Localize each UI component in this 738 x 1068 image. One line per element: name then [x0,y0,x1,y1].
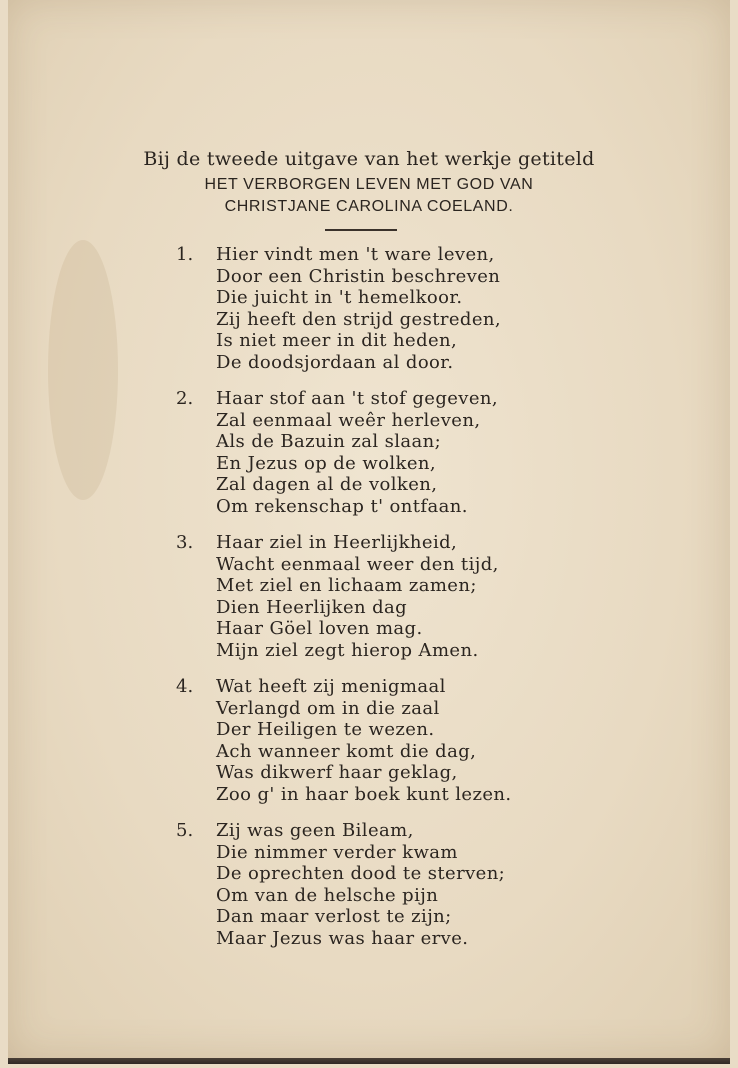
verse-line: Met ziel en lichaam zamen; [216,575,477,596]
verse-line: Zal dagen al de volken, [216,474,438,495]
verse-4 [176,676,512,805]
verse-line: De oprechten dood te sterven; [216,863,506,884]
verse-line: Haar ziel in Heerlijkheid, [216,532,458,553]
document-page [8,0,730,1058]
verse-line: Om van de helsche pijn [216,884,439,906]
heading-title-line-2: CHRISTJANE CAROLINA COELAND. [224,198,514,215]
verse-5 [176,820,512,949]
verse-number: 5. [176,820,194,841]
page-bottom-edge [8,1058,730,1064]
verse-line: Zoo g' in haar boek kunt lezen. [216,783,512,805]
verse-line: Wacht eenmaal weer den tijd, [216,553,499,575]
verses-list [176,244,512,964]
verse-line: Zij heeft den strijd gestreden, [216,308,502,330]
verse-line: Als de Bazuin zal slaan; [216,431,442,452]
verse-line: Ach wanneer komt die dag, [216,740,477,762]
verse-line: Die nimmer verder kwam [216,841,458,863]
verse-number: 1. [176,244,194,265]
verse-number: 2. [176,388,194,409]
heading [8,148,730,218]
verse-line: Wat heeft zij menigmaal [216,676,446,697]
verse-line: Mijn ziel zegt hierop Amen. [216,639,479,661]
verse-line: Om rekenschap t' ontfaan. [216,495,468,517]
verse-line: Dan maar verlost te zijn; [216,906,452,927]
verse-line: Haar Göel loven mag. [216,618,423,639]
verse-line: Verlangd om in die zaal [216,697,440,719]
heading-intro: Bij de tweede uitgave van het werkje getiteld [143,148,595,170]
verse-line: Dien Heerlijken dag [216,596,408,618]
verse-line: En Jezus op de wolken, [216,452,437,474]
verse-line: Zal eenmaal weêr herleven, [216,409,481,431]
verse-1 [176,244,512,373]
paper-stain [48,240,118,500]
verse-line: Zij was geen Bileam, [216,820,414,841]
divider-rule [325,229,397,231]
heading-title-line-1: HET VERBORGEN LEVEN MET GOD VAN [204,176,534,193]
verse-line: Haar stof aan 't stof gegeven, [216,388,499,409]
verse-2 [176,388,512,517]
verse-line: De doodsjordaan al door. [216,351,454,373]
verse-line: Is niet meer in dit heden, [216,330,458,351]
verse-line: Die juicht in 't hemelkoor. [216,287,463,308]
verse-number: 4. [176,676,194,697]
verse-number: 3. [176,532,194,553]
verse-line: Der Heiligen te wezen. [216,719,435,740]
verse-line: Door een Christin beschreven [216,265,501,287]
verse-line: Maar Jezus was haar erve. [216,927,469,949]
verse-3 [176,532,512,661]
verse-line: Was dikwerf haar geklag, [216,762,458,783]
verse-line: Hier vindt men 't ware leven, [216,244,495,265]
